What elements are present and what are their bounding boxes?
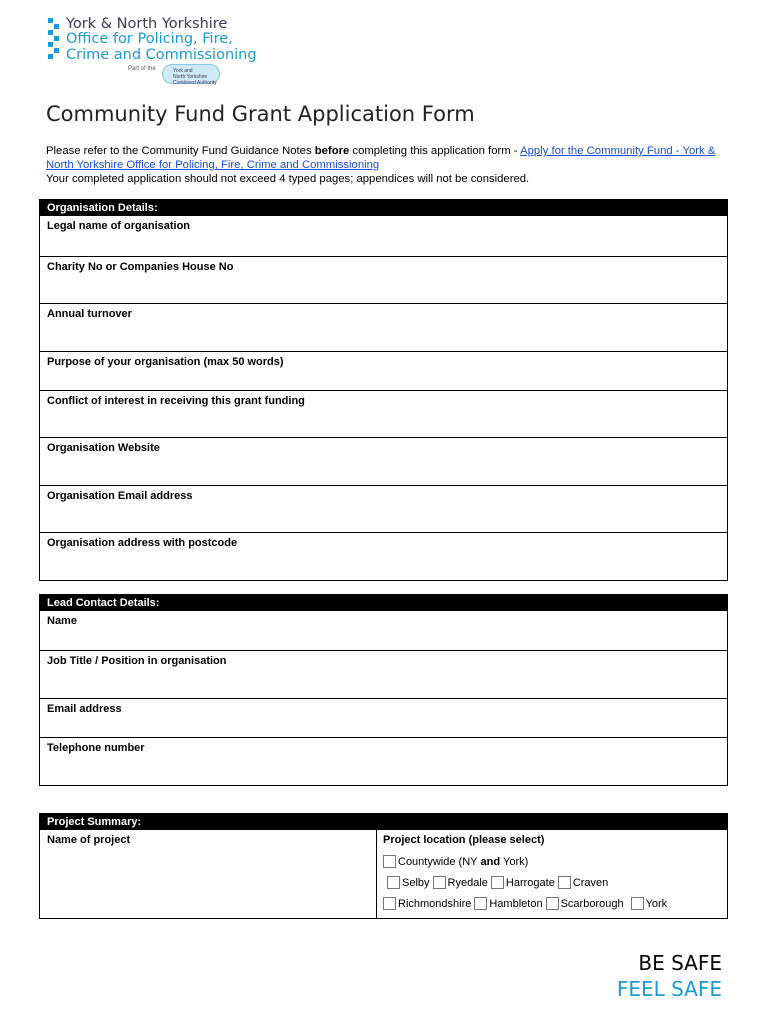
- location-row-1: [383, 851, 721, 872]
- option-york[interactable]: [631, 897, 668, 910]
- field-annual-turnover[interactable]: Annual turnover: [40, 303, 727, 351]
- field-project-name[interactable]: Name of project: [40, 830, 377, 918]
- intro-text-2: completing this application form -: [349, 145, 521, 157]
- lead-contact-section: [39, 594, 728, 786]
- countywide-label-and: and: [480, 855, 501, 868]
- checkbox-harrogate[interactable]: [491, 876, 504, 889]
- page-title: Community Fund Grant Application Form: [46, 102, 475, 126]
- checkbox-craven[interactable]: [558, 876, 571, 889]
- logo-line-2: Office for Policing, Fire,: [66, 31, 233, 47]
- option-ryedale[interactable]: [433, 876, 488, 889]
- option-hambleton[interactable]: [474, 897, 542, 910]
- field-website[interactable]: Organisation Website: [40, 437, 727, 485]
- option-richmondshire[interactable]: [383, 897, 471, 910]
- field-contact-name[interactable]: Name: [47, 615, 77, 627]
- field-charity-no[interactable]: Charity No or Companies House No: [40, 256, 727, 303]
- checkbox-ryedale[interactable]: [433, 876, 446, 889]
- project-location-label: Project location (please select): [383, 834, 545, 846]
- option-countywide[interactable]: [383, 855, 528, 868]
- label-hambleton: Hambleton: [489, 897, 543, 910]
- combined-authority-badge: [162, 64, 220, 84]
- logo-part-of: Part of the: [128, 66, 156, 72]
- checkbox-hambleton[interactable]: [474, 897, 487, 910]
- slogan: [617, 950, 722, 1002]
- badge-line-3: Combined Authority: [173, 80, 217, 86]
- section-header: Organisation Details:: [40, 200, 727, 216]
- field-contact-email[interactable]: Email address: [40, 698, 727, 737]
- intro-text-1: Please refer to the Community Fund Guidance Notes: [46, 145, 315, 157]
- label-selby: Selby: [402, 876, 430, 889]
- field-legal-name[interactable]: Legal name of organisation: [47, 220, 191, 232]
- location-row-2: [383, 872, 721, 893]
- checkbox-selby[interactable]: [387, 876, 400, 889]
- organisation-details-section: [39, 199, 728, 581]
- checkbox-york[interactable]: [631, 897, 644, 910]
- option-harrogate[interactable]: [491, 876, 555, 889]
- project-grid: [40, 830, 727, 918]
- field-email[interactable]: Organisation Email address: [40, 485, 727, 532]
- label-craven: Craven: [572, 876, 609, 889]
- countywide-label-pre: Countywide (NY: [398, 855, 478, 868]
- field-telephone[interactable]: Telephone number: [40, 737, 727, 785]
- logo-line-1: York & North Yorkshire: [66, 16, 228, 32]
- section-header: Lead Contact Details:: [40, 595, 727, 611]
- guidance-link[interactable]: Apply for the Community Fund - York & North Yorkshire Office for Policing, Fire, Crime and Commissioning: [46, 145, 716, 171]
- countywide-label-post: York): [503, 855, 529, 868]
- location-row-3: [383, 893, 721, 914]
- field-purpose[interactable]: Purpose of your organisation (max 50 words): [40, 351, 727, 390]
- label-ryedale: Ryedale: [447, 876, 488, 889]
- intro-bold: before: [314, 145, 350, 157]
- label-harrogate: Harrogate: [505, 876, 555, 889]
- checkbox-countywide[interactable]: [383, 855, 396, 868]
- intro-text: [46, 144, 726, 186]
- badge-line-1: York and: [173, 68, 193, 74]
- project-location: [377, 830, 727, 918]
- option-selby[interactable]: [387, 876, 430, 889]
- badge-line-2: North Yorkshire: [173, 74, 208, 80]
- field-conflict-of-interest[interactable]: Conflict of interest in receiving this grant funding: [40, 390, 727, 437]
- logo-line-3: Crime and Commissioning: [66, 47, 257, 63]
- slogan-feel-safe: FEEL SAFE: [616, 977, 722, 1001]
- section-header: Project Summary:: [40, 814, 727, 830]
- field-job-title[interactable]: Job Title / Position in organisation: [40, 650, 727, 698]
- label-richmondshire: Richmondshire: [398, 897, 472, 910]
- option-craven[interactable]: [558, 876, 608, 889]
- field-address[interactable]: Organisation address with postcode: [40, 532, 727, 580]
- project-summary-section: [39, 813, 728, 919]
- checkbox-scarborough[interactable]: [546, 897, 559, 910]
- label-york: York: [645, 897, 668, 910]
- office-logo: [48, 14, 288, 88]
- intro-page-limit: Your completed application should not exceed 4 typed pages; appendices will not be considered.: [46, 173, 530, 185]
- slogan-be-safe: BE SAFE: [638, 951, 722, 975]
- checkbox-richmondshire[interactable]: [383, 897, 396, 910]
- label-scarborough: Scarborough: [560, 897, 624, 910]
- logo-squares-icon: [48, 18, 62, 62]
- option-scarborough[interactable]: [546, 897, 624, 910]
